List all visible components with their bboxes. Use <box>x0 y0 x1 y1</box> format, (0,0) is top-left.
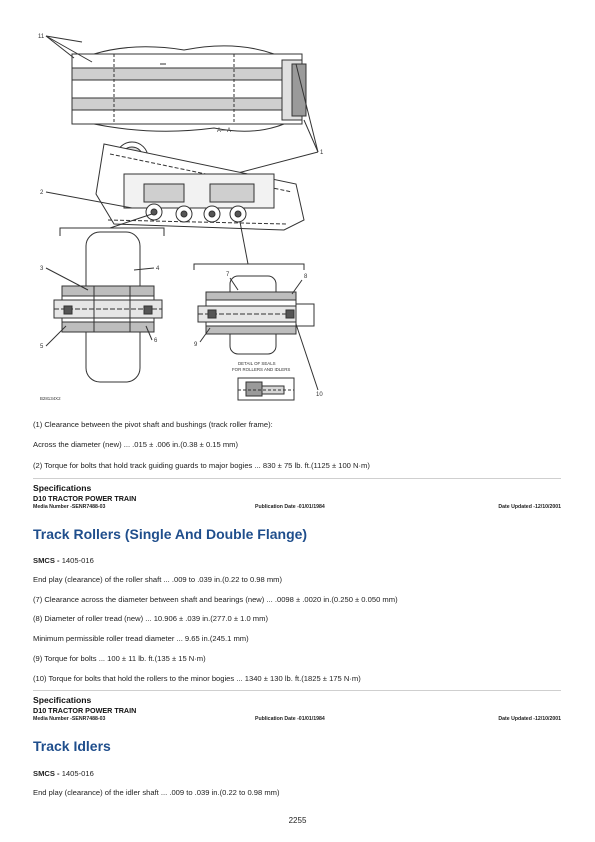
seal-detail-label-2: FOR ROLLERS AND IDLERS <box>232 367 291 372</box>
callout-9: 9 <box>194 342 198 348</box>
header-divider <box>33 478 561 479</box>
callout-3: 3 <box>40 266 44 272</box>
header-meta <box>33 504 561 513</box>
header-model: D10 TRACTOR POWER TRAIN <box>33 494 137 503</box>
figure-id: B28134X2 <box>40 396 61 401</box>
pivot-shaft-diameter-text: Across the diameter (new) ... .015 ± .006 in.(0.38 ± 0.15 mm) <box>33 440 239 449</box>
date-updated: Date Updated -12/10/2001 <box>498 504 561 510</box>
guard-bolt-torque-text: (2) Torque for bolts that hold track guiding guards to major bogies ... 830 ± 75 lb. ft.(1125 ± 100 N·m) <box>33 461 370 470</box>
spec-line: End play (clearance) of the idler shaft ... .009 to .039 in.(0.22 to 0.98 mm) <box>33 788 280 797</box>
document-header <box>33 690 561 725</box>
section-title-track-rollers: Track Rollers (Single And Double Flange) <box>33 526 308 542</box>
media-number: Media Number -SENR7488-03 <box>33 716 106 722</box>
page-number: 2255 <box>288 816 307 825</box>
callout-11: 11 <box>38 34 45 40</box>
spec-line: (7) Clearance across the diameter between shaft and bearings (new) ... .0098 ± .0020 in.(0.250 ± 0.050 mm) <box>33 595 398 604</box>
header-spec-title: Specifications <box>33 483 92 493</box>
double-flange-roller-section <box>54 232 162 382</box>
callout-10: 10 <box>316 392 323 398</box>
section-label: A—A <box>217 128 232 134</box>
media-number: Media Number -SENR7488-03 <box>33 504 106 510</box>
spec-line: (9) Torque for bolts ... 100 ± 11 lb. ft.(135 ± 15 N·m) <box>33 654 206 663</box>
smcs-label: SMCS - <box>33 769 60 778</box>
spec-line: End play (clearance) of the roller shaft ... .009 to .039 in.(0.22 to 0.98 mm) <box>33 575 283 584</box>
header-meta <box>33 716 561 725</box>
section-title-track-idlers: Track Idlers <box>33 738 111 754</box>
pivot-shaft-section <box>72 46 306 131</box>
document-header <box>33 478 561 513</box>
callout-1: 1 <box>320 150 324 156</box>
callout-2: 2 <box>40 190 44 196</box>
spec-line: Minimum permissible roller tread diameter ... 9.65 in.(245.1 mm) <box>33 634 249 643</box>
header-divider <box>33 690 561 691</box>
callout-8: 8 <box>304 274 308 280</box>
publication-date: Publication Date -01/01/1984 <box>255 504 325 510</box>
smcs-code: 1405-016 <box>61 556 94 565</box>
date-updated: Date Updated -12/10/2001 <box>498 716 561 722</box>
seal-detail-label-1: DETAIL OF SEALS <box>238 361 276 366</box>
callout-7: 7 <box>226 272 230 278</box>
smcs-code: 1405-016 <box>61 769 94 778</box>
seal-detail-inset <box>238 378 294 400</box>
spec-line: (8) Diameter of roller tread (new) ... 10.906 ± .039 in.(277.0 ± 1.0 mm) <box>33 614 268 623</box>
pivot-shaft-clearance-text: (1) Clearance between the pivot shaft and bushings (track roller frame): <box>33 420 273 429</box>
track-roller-frame-illustration <box>34 24 334 408</box>
callout-6: 6 <box>154 338 158 344</box>
publication-date: Publication Date -01/01/1984 <box>255 716 325 722</box>
header-spec-title: Specifications <box>33 695 92 705</box>
callout-4: 4 <box>156 266 160 272</box>
spec-line: (10) Torque for bolts that hold the rollers to the minor bogies ... 1340 ± 130 lb. ft.(1825 ± 175 N·m) <box>33 674 361 683</box>
smcs-code-line <box>33 769 94 778</box>
track-chain-assembly <box>96 142 304 230</box>
smcs-code-line <box>33 556 94 565</box>
callout-5: 5 <box>40 344 44 350</box>
header-model: D10 TRACTOR POWER TRAIN <box>33 706 137 715</box>
smcs-label: SMCS - <box>33 556 60 565</box>
